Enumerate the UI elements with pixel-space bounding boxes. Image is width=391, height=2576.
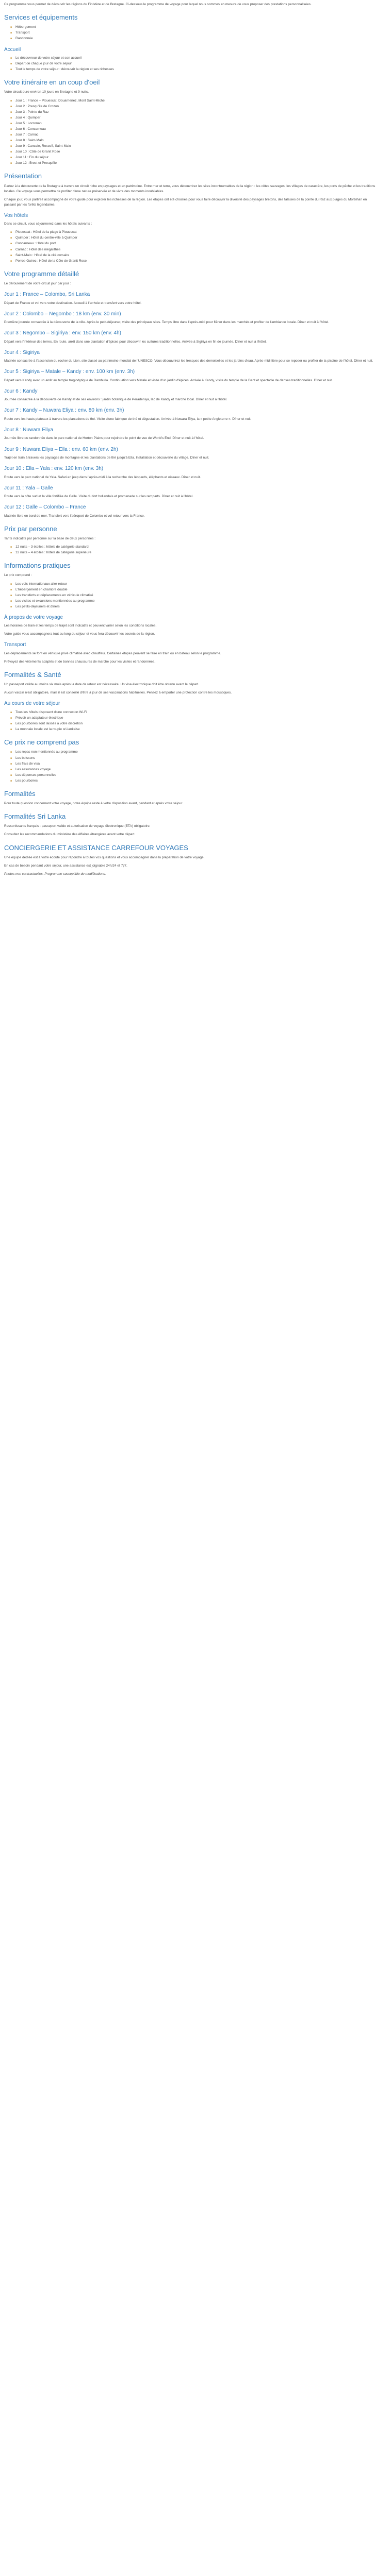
price-item: ■ 12 nuits – 4 étoiles : hôtels de catégorie supérieure: [10, 550, 377, 555]
day-title: Jour 8 : Nuwara Eliya: [4, 427, 54, 433]
day-title: Jour 4 : Sigiriya: [4, 349, 40, 355]
day-block: [4, 388, 377, 403]
itinerary-list: [4, 98, 377, 166]
day-block: [4, 369, 377, 383]
tips-heading: À propos de votre voyage: [4, 614, 63, 620]
itinerary-item: ■ Jour 2 : Presqu'île de Crozon: [10, 104, 377, 109]
conciergerie-paragraph: En cas de besoin pendant votre séjour, une assistance est joignable 24h/24 et 7j/7.: [4, 863, 127, 868]
day-title: Jour 3 : Negombo – Sigiriya : env. 150 km (env. 4h): [4, 330, 121, 336]
contact-paragraph: Ressortissants français : passeport valide et autorisation de voyage électronique (ETA) obligatoire.: [4, 824, 151, 828]
day-title: Jour 2 : Colombo – Negombo : 18 km (env. 30 min): [4, 311, 121, 317]
excluded-item: ■ Les assurances voyage: [10, 767, 377, 772]
price-item: ■ 12 nuits – 3 étoiles : hôtels de catégorie standard: [10, 545, 377, 550]
contact-heading: Formalités Sri Lanka: [4, 812, 66, 821]
services-item: ■ Hébergement: [10, 25, 377, 30]
health-paragraph: Un passeport valide au moins six mois après la date de retour est nécessaire. Un visa électronique doit être obtenu avant le départ.: [4, 683, 199, 687]
conciergerie-paragraph: Une équipe dédiée est à votre écoute pour répondre à toutes vos questions et vous accompagner dans la préparation de votre voyage.: [4, 855, 205, 859]
day-text: Matinée libre en bord de mer. Transfert vers l'aéroport de Colombo et vol retour vers la France.: [4, 514, 145, 518]
hotels-intro: Dans ce circuit, vous séjournerez dans les hôtels suivants :: [4, 222, 92, 226]
footnote: Photos non contractuelles. Programme susceptible de modifications.: [4, 872, 106, 876]
included-intro: Le prix comprend :: [4, 573, 32, 578]
day-text: Matinée consacrée à l'ascension du rocher du Lion, site classé au patrimoine mondial de l'UNESCO. Vous découvrirez les fresques des demoiselles et les jardins d'eau. Après-midi libre pour se reposer ou profiter de la piscine de l'hôtel. Dîner et nuit.: [4, 359, 373, 363]
page: [0, 0, 382, 901]
itinerary-intro: Votre circuit dure environ 10 jours en Bretagne et 9 nuits.: [4, 90, 89, 94]
day-text: Route vers la côte sud et la ville fortifiée de Galle. Visite du fort hollandais et promenade sur les remparts. Dîner et nuit à l'hôtel.: [4, 495, 193, 499]
itinerary-item: ■ Jour 7 : Carnac: [10, 132, 377, 138]
day-title: Jour 11 : Yala – Galle: [4, 485, 53, 491]
services-heading: Services et équipements: [4, 13, 78, 22]
day-title: Jour 7 : Kandy – Nuwara Eliya : env. 80 km (env. 3h): [4, 408, 124, 414]
excluded-item: ■ Les dépenses personnelles: [10, 773, 377, 778]
itinerary-item: ■ Jour 6 : Concarneau: [10, 127, 377, 132]
day-title: Jour 10 : Ella – Yala : env. 120 km (env. 3h): [4, 466, 104, 472]
itinerary-item: ■ Jour 4 : Quimper: [10, 115, 377, 121]
arrivee-item: ■ Tout le temps de votre séjour : découvrir la région et ses richesses: [10, 67, 377, 72]
excluded-list: [4, 750, 377, 783]
conciergerie-heading: CONCIERGERIE ET ASSISTANCE CARREFOUR VOYAGES: [4, 843, 188, 852]
transport-paragraph: Prévoyez des vêtements adaptés et de bonnes chaussures de marche pour les visites et randonnées.: [4, 660, 156, 664]
day-block: [4, 427, 377, 442]
hotels-list: [4, 230, 377, 263]
presentation-paragraph: Chaque jour, vous partirez accompagné de votre guide pour explorer les richesses de la région. Les étapes ont été choisies pour vous faire découvrir la diversité des paysages bretons, des falaises de la pointe du Raz aux plages du Morbihan en passant par les forêts légendaires.: [4, 197, 367, 207]
itinerary-item: ■ Jour 1 : France – Plouescat, Douarnenez, Mont Saint-Michel: [10, 98, 377, 104]
day-text: Route vers les hauts plateaux à travers les plantations de thé. Visite d'une fabrique de thé et dégustation. Arrivée à Nuwara Eliya, la « petite Angleterre ». Dîner et nuit.: [4, 417, 252, 421]
itinerary-item: ■ Jour 3 : Pointe du Raz: [10, 110, 377, 115]
excluded-item: ■ Les frais de visa: [10, 761, 377, 767]
itinerary-item: ■ Jour 9 : Cancale, Roscoff, Saint-Malo: [10, 144, 377, 149]
day-text: Journée libre ou randonnée dans le parc national de Horton Plains pour rejoindre le point de vue de World's End. Dîner et nuit à l'hôtel.: [4, 436, 204, 440]
day-block: [4, 292, 377, 306]
options-heading: Formalités: [4, 789, 36, 798]
arrivee-list: [4, 56, 377, 72]
arrivee-item: ■ Le découvreur de votre séjour et son accueil: [10, 56, 377, 61]
itinerary-item: ■ Jour 10 : Côte de Granit Rose: [10, 149, 377, 155]
prices-heading: Prix par personne: [4, 524, 57, 533]
included-item: ■ L'hébergement en chambre double: [10, 587, 377, 592]
day-block: [4, 330, 377, 345]
itinerary-heading: Votre itinéraire en un coup d'oeil: [4, 78, 100, 87]
included-list: [4, 582, 377, 609]
itinerary-item: ■ Jour 12 : Brest et Presqu'île: [10, 161, 377, 166]
excluded-item: ■ Les boissons: [10, 756, 377, 761]
contact-paragraph: Consultez les recommandations du ministère des Affaires étrangères avant votre départ.: [4, 833, 136, 837]
day-text: Journée consacrée à la découverte de Kandy et de ses environs : jardin botanique de Peradeniya, lac de Kandy et marché local. Dîner et nuit à l'hôtel.: [4, 398, 227, 402]
services-item: ■ Randonnée: [10, 36, 377, 41]
health-heading: Formalités & Santé: [4, 671, 61, 679]
day-text: Trajet en train à travers les paysages de montagne et les plantations de thé jusqu'à Ella. Installation et découverte du village. Dîner et nuit.: [4, 456, 209, 460]
day-text: Première journée consacrée à la découverte de la ville. Après le petit-déjeuner, visite des principaux sites. Temps libre dans l'après-midi pour flâner dans les marchés et profiter de l'ambiance locale. Dîner et nuit à l'hôtel.: [4, 320, 330, 325]
lodging-heading: Au cours de votre séjour: [4, 701, 60, 707]
options-paragraph: Pour toute question concernant votre voyage, notre équipe reste à votre disposition avant, pendant et après votre séjour.: [4, 802, 183, 806]
hotel-item: ■ Carnac : Hôtel des mégalithes: [10, 247, 377, 252]
day-title: Jour 6 : Kandy: [4, 388, 38, 394]
arrivee-item: ■ Départ de chaque jour de votre séjour: [10, 61, 377, 66]
day-block: [4, 466, 377, 480]
presentation-paragraph: Partez à la découverte de la Bretagne à travers un circuit riche en paysages et en patrimoine. Entre mer et terre, vous découvrirez les sites incontournables de la région : les côtes sauvages, les villages de caractère, les ports de pêche et les traditions locales. Ce voyage vous permettra de profiter d'une nature préservée et de vivre des moments inoubliables.: [4, 184, 376, 193]
lodging-item: ■ Les pourboires sont laissés à votre discrétion: [10, 721, 377, 726]
itinerary-item: ■ Jour 8 : Saint-Malo: [10, 138, 377, 143]
day-block: [4, 485, 377, 500]
lodging-item: ■ La monnaie locale est la roupie sri-lankaise: [10, 727, 377, 732]
itinerary-item: ■ Jour 11 : Fin du séjour: [10, 155, 377, 160]
lodging-item: ■ Tous les hôtels disposent d'une connexion Wi-Fi: [10, 710, 377, 715]
hotel-item: ■ Perros-Guirec : Hôtel de la Côte de Granit Rose: [10, 259, 377, 264]
tips-paragraph: Votre guide vous accompagnera tout au long du séjour et vous fera découvrir les secrets de la région.: [4, 632, 155, 636]
prices-list: [4, 545, 377, 555]
programme-heading: Votre programme détaillé: [4, 269, 79, 278]
day-block: [4, 504, 377, 519]
itinerary-item: ■ Jour 5 : Locronan: [10, 121, 377, 126]
day-block: [4, 311, 377, 326]
day-block: [4, 447, 377, 461]
day-block: [4, 408, 377, 422]
included-item: ■ Les vols internationaux aller-retour: [10, 582, 377, 587]
excluded-heading: Ce prix ne comprend pas: [4, 738, 79, 747]
hotels-heading: Vos hôtels: [4, 212, 28, 218]
transport-paragraph: Les déplacements se font en véhicule privé climatisé avec chauffeur. Certaines étapes peuvent se faire en train ou en bateau selon le programme.: [4, 651, 221, 655]
day-title: Jour 12 : Galle – Colombo – France: [4, 504, 86, 511]
day-text: Route vers le parc national de Yala. Safari en jeep dans l'après-midi à la recherche des léopards, éléphants et oiseaux. Dîner et nuit.: [4, 475, 201, 479]
day-title: Jour 1 : France – Colombo, Sri Lanka: [4, 292, 90, 297]
included-item: ■ Les transferts et déplacements en véhicule climatisé: [10, 593, 377, 598]
excluded-item: ■ Les repas non mentionnés au programme: [10, 750, 377, 755]
tips-paragraph: Les horaires de train et les temps de trajet sont indicatifs et peuvent varier selon les conditions locales.: [4, 624, 157, 628]
hotel-item: ■ Saint-Malo : Hôtel de la cité corsaire: [10, 253, 377, 258]
services-list: [4, 25, 377, 41]
services-item: ■ Transport: [10, 30, 377, 36]
lodging-item: ■ Prévoir un adaptateur électrique: [10, 716, 377, 721]
excluded-item: ■ Les pourboires: [10, 778, 377, 784]
programme-intro: Le déroulement de votre circuit jour par jour :: [4, 281, 71, 285]
health-paragraph: Aucun vaccin n'est obligatoire, mais il est conseillé d'être à jour de ses vaccinations habituelles. Pensez à emporter une protection contre les moustiques.: [4, 691, 232, 695]
hotel-item: ■ Quimper : Hôtel du centre-ville à Quimper: [10, 235, 377, 241]
day-text: Départ vers l'intérieur des terres. En route, arrêt dans une plantation d'épices pour découvrir les cultures traditionnelles. Arrivée à Sigiriya en fin de journée. Dîner et nuit à l'hôtel.: [4, 340, 267, 344]
included-item: ■ Les petits-déjeuners et dîners: [10, 604, 377, 609]
day-title: Jour 5 : Sigiriya – Matale – Kandy : env. 100 km (env. 3h): [4, 369, 135, 375]
intro-text: Ce programme vous permet de découvrir les régions du Finistère et de Bretagne. Ci-dessous le programme de voyage pour lequel nous sommes en mesure de vous proposer des prestations personnalisées.: [4, 3, 312, 6]
lodging-list: [4, 710, 377, 732]
arrivee-heading: Accueil: [4, 46, 21, 53]
hotel-item: ■ Plouescat : Hôtel de la plage à Plouescat: [10, 230, 377, 235]
day-title: Jour 9 : Nuwara Eliya – Ella : env. 60 km (env. 2h): [4, 446, 118, 452]
included-heading: Informations pratiques: [4, 562, 71, 570]
included-item: ■ Les visites et excursions mentionnées au programme: [10, 599, 377, 604]
hotel-item: ■ Concarneau : Hôtel du port: [10, 241, 377, 246]
transport-heading: Transport: [4, 642, 26, 648]
day-text: Départ de France et vol vers votre destination. Accueil à l'arrivée et transfert vers votre hôtel.: [4, 301, 142, 305]
day-text: Départ vers Kandy avec un arrêt au temple troglodytique de Dambulla. Continuation vers Matale et visite d'un jardin d'épices. Arrivée à Kandy, visite du temple de la Dent et spectacle de danses traditionnelles. Dîner et nuit.: [4, 378, 333, 382]
prices-intro: Tarifs indicatifs par personne sur la base de deux personnes :: [4, 537, 96, 540]
day-block: [4, 350, 377, 364]
presentation-heading: Présentation: [4, 172, 42, 180]
